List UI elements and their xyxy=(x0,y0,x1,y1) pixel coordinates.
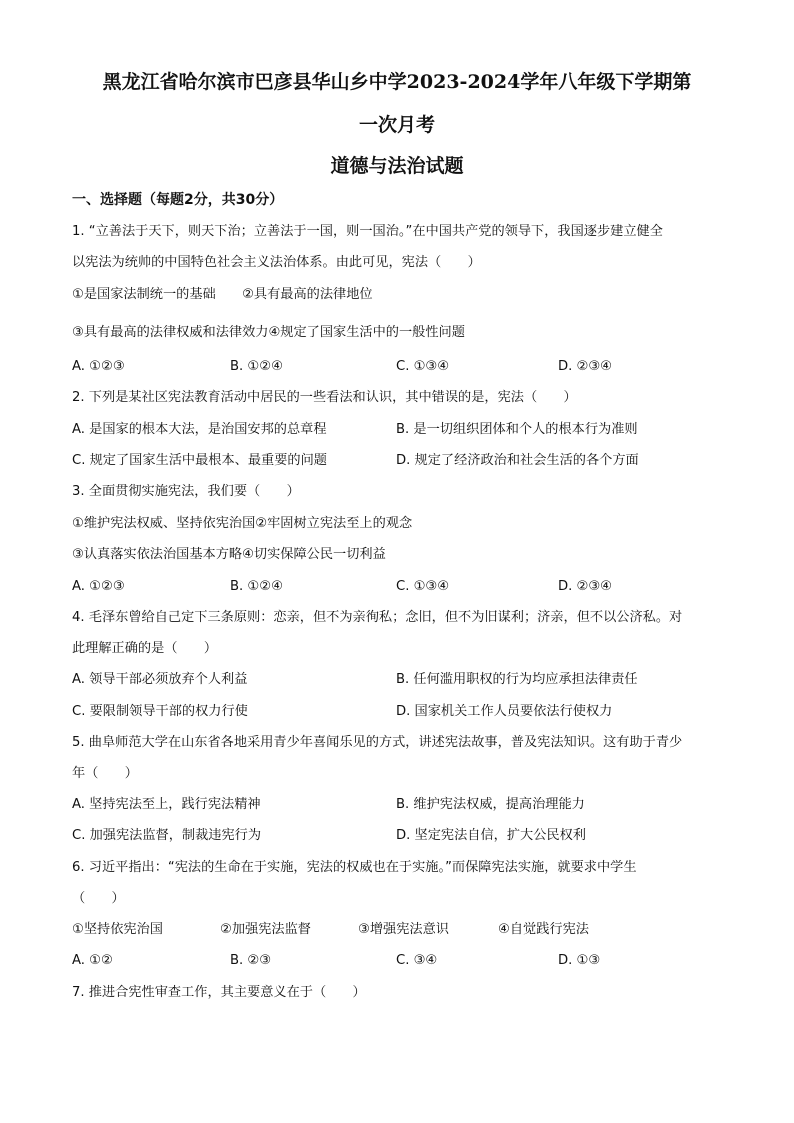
question-2-stem: 2. 下列是某社区宪法教育活动中居民的一些看法和认识，其中错误的是，宪法（ ） xyxy=(72,390,577,405)
question-1-option-b[interactable]: B. ①②④ xyxy=(230,359,283,374)
question-6-statements xyxy=(72,921,732,939)
question-5-option-c[interactable]: C. 加强宪法监督，制裁违宪行为 xyxy=(72,828,262,843)
question-6-option-a[interactable]: A. ①② xyxy=(72,953,113,968)
question-4-options-row-2 xyxy=(72,703,732,721)
question-1-statements-line-1: ①是国家法制统一的基础 ②具有最高的法律地位 xyxy=(72,287,373,302)
question-1-stem-line-2: 以宪法为统帅的中国特色社会主义法治体系。由此可见，宪法（ ） xyxy=(72,255,481,270)
question-3-option-d[interactable]: D. ②③④ xyxy=(558,579,613,594)
question-3-statements-line-2: ③认真落实依法治国基本方略④切实保障公民一切利益 xyxy=(72,547,386,562)
question-5-option-d[interactable]: D. 坚定宪法自信，扩大公民权利 xyxy=(396,828,586,843)
question-6-option-b[interactable]: B. ②③ xyxy=(230,953,272,968)
question-1-option-a[interactable]: A. ①②③ xyxy=(72,359,125,374)
question-2-option-d[interactable]: D. 规定了经济政治和社会生活的各个方面 xyxy=(396,453,639,468)
question-5-options-row-1 xyxy=(72,796,732,814)
question-2-options-row-1 xyxy=(72,421,732,439)
question-2-option-a[interactable]: A. 是国家的根本大法，是治国安邦的总章程 xyxy=(72,422,327,437)
question-1-option-d[interactable]: D. ②③④ xyxy=(558,359,613,374)
question-6-statement-2: ②加强宪法监督 xyxy=(220,922,311,937)
question-3-options xyxy=(72,578,732,596)
question-6-statement-1: ①坚持依宪治国 xyxy=(72,922,163,937)
question-2-option-c[interactable]: C. 规定了国家生活中最根本、最重要的问题 xyxy=(72,453,327,468)
question-1-statements-line-2: ③具有最高的法律权威和法律效力④规定了国家生活中的一般性问题 xyxy=(72,325,465,340)
question-4-option-b[interactable]: B. 任何滥用职权的行为均应承担法律责任 xyxy=(396,672,638,687)
question-1-option-c[interactable]: C. ①③④ xyxy=(396,359,450,374)
question-4-option-c[interactable]: C. 要限制领导干部的权力行使 xyxy=(72,704,248,719)
question-4-options-row-1 xyxy=(72,671,732,689)
question-6-option-d[interactable]: D. ①③ xyxy=(558,953,601,968)
exam-title-line-1: 黑龙江省哈尔滨市巴彦县华山乡中学2023-2024学年八年级下学期第 xyxy=(102,71,692,93)
question-1-stem-line-1: 1. “立善法于天下，则天下治；立善法于一国，则一国治。”在中国共产党的领导下，我国逐步建立健全 xyxy=(72,224,663,239)
question-6-option-c[interactable]: C. ③④ xyxy=(396,953,438,968)
question-3-stem: 3. 全面贯彻实施宪法，我们要（ ） xyxy=(72,484,300,499)
question-5-option-a[interactable]: A. 坚持宪法至上，践行宪法精神 xyxy=(72,797,261,812)
question-2-options-row-2 xyxy=(72,452,732,470)
question-6-stem-line-1: 6. 习近平指出：“宪法的生命在于实施，宪法的权威也在于实施。”而保障宪法实施，就要求中学生 xyxy=(72,860,637,875)
question-3-statements-line-1: ①维护宪法权威、坚持依宪治国②牢固树立宪法至上的观念 xyxy=(72,516,413,531)
question-5-options-row-2 xyxy=(72,827,732,845)
question-1-options xyxy=(72,358,732,376)
section-heading: 一、选择题（每题2分，共30分） xyxy=(72,192,284,208)
question-6-statement-4: ④自觉践行宪法 xyxy=(498,922,589,937)
question-6-options xyxy=(72,952,732,970)
question-5-stem-line-1: 5. 曲阜师范大学在山东省各地采用青少年喜闻乐见的方式，讲述宪法故事，普及宪法知识。这有助于青少 xyxy=(72,735,683,750)
question-2-option-b[interactable]: B. 是一切组织团体和个人的根本行为准则 xyxy=(396,422,638,437)
question-5-stem-line-2: 年（ ） xyxy=(72,766,138,781)
exam-subtitle: 道德与法治试题 xyxy=(330,155,464,177)
question-6-stem-line-2: （ ） xyxy=(72,891,125,906)
question-7-stem: 7. 推进合宪性审查工作，其主要意义在于（ ） xyxy=(72,985,366,1000)
question-4-stem-line-1: 4. 毛泽东曾给自己定下三条原则：恋亲，但不为亲徇私；念旧，但不为旧谋利；济亲，但不以公济私。对 xyxy=(72,610,683,625)
question-3-option-b[interactable]: B. ①②④ xyxy=(230,579,283,594)
exam-title-line-2: 一次月考 xyxy=(358,114,435,136)
question-4-stem-line-2: 此理解正确的是（ ） xyxy=(72,641,218,656)
question-6-statement-3: ③增强宪法意识 xyxy=(358,922,449,937)
question-5-option-b[interactable]: B. 维护宪法权威，提高治理能力 xyxy=(396,797,585,812)
question-4-option-a[interactable]: A. 领导干部必须放弃个人利益 xyxy=(72,672,248,687)
question-3-option-c[interactable]: C. ①③④ xyxy=(396,579,450,594)
question-3-option-a[interactable]: A. ①②③ xyxy=(72,579,125,594)
question-4-option-d[interactable]: D. 国家机关工作人员要依法行使权力 xyxy=(396,704,613,719)
